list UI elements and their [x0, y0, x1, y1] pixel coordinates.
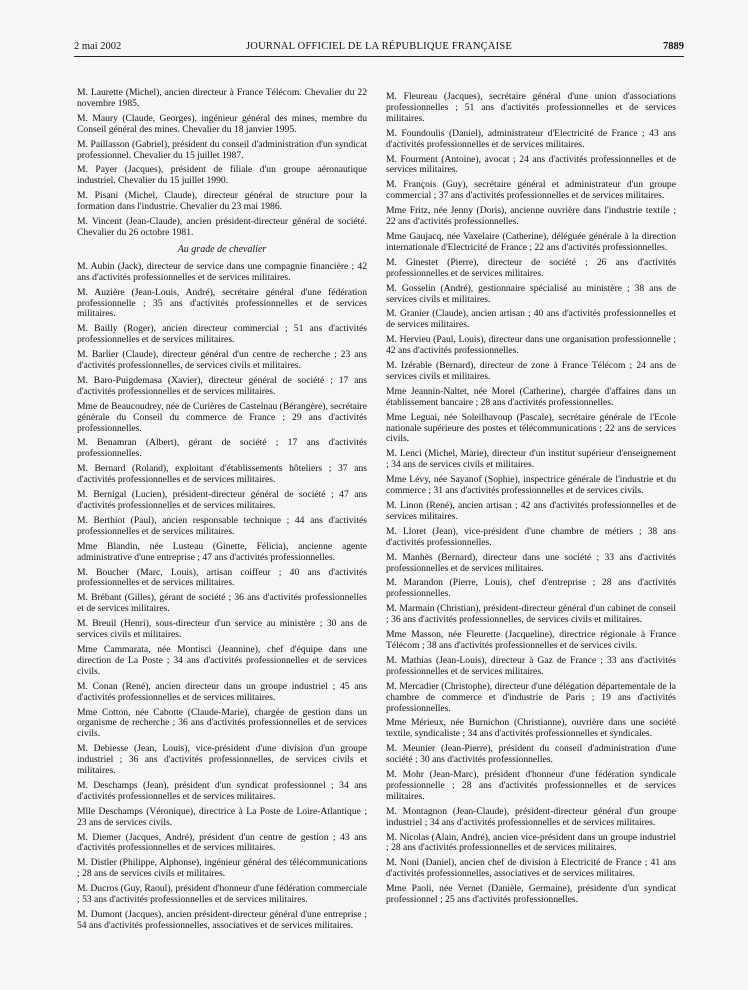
left-entries	[77, 262, 367, 932]
entry-paragraph: M. Bernigal (Lucien), président-directeur général de société ; 47 ans d'activités professionnelles et de services militaires.	[77, 489, 367, 511]
entry-paragraph: M. Marmain (Christian), président-directeur général d'un cabinet de conseil ; 36 ans d'activités professionnelles, de services civils et militaires.	[386, 603, 676, 626]
entry-paragraph: M. Auzière (Jean-Louis, André), secrétaire général d'une fédération professionnelle ; 35 ans d'activités professionnelles et de services militaires.	[77, 286, 367, 320]
subheading-chevalier: Au grade de chevalier	[177, 243, 267, 255]
entry-paragraph: M. Mercadier (Christophe), directeur d'une délégation départementale de la chambre de commerce et d'industrie de Paris ; 19 ans d'activités professionnelles.	[386, 680, 676, 714]
entry-paragraph: Mme Mérieux, née Burnichon (Christianne), ouvrière dans une société textile, syndicaliste ; 34 ans d'activités professionnelles et syndicales.	[386, 717, 676, 740]
left-column	[77, 88, 367, 936]
entry-paragraph: M. Debiesse (Jean, Louis), vice-président d'une division d'un groupe industriel ; 36 ans d'activités professionnelles, de services civils et militaires.	[77, 743, 367, 777]
entry-paragraph: Mme Cotton, née Cabotte (Claude-Marie), chargée de gestion dans un organisme de recherche ; 36 ans d'activités professionnelles et de services civils.	[77, 706, 367, 740]
entry-paragraph: M. Paillasson (Gabriel), président du conseil d'administration d'un syndicat professionnel. Chevalier du 15 juillet 1987.	[77, 138, 367, 161]
entry-paragraph: M. Nicolas (Alain, André), ancien vice-président dans un groupe industriel ; 28 ans d'activités professionnelles et de services militaires.	[386, 831, 676, 854]
entry-paragraph: M. Barlier (Claude), directeur général d'un centre de recherche ; 23 ans d'activités professionnelles, de services civils et militaires.	[77, 349, 367, 372]
entry-paragraph: M. Mathias (Jean-Louis), directeur à Gaz de France ; 33 ans d'activités professionnelles et de services militaires.	[386, 654, 676, 677]
entry-paragraph: M. Montagnon (Jean-Claude), président-directeur général d'un groupe industriel ; 34 ans d'activités professionnelles et de services militaires.	[386, 805, 676, 828]
entry-paragraph: Mme Paoli, née Vernet (Danièle, Germaine), présidente d'un syndicat professionnel ; 25 ans d'activités professionnelles.	[386, 883, 676, 906]
header-title: JOURNAL OFFICIEL DE LA RÉPUBLIQUE FRANÇAISE	[246, 41, 512, 52]
entry-paragraph: M. Berthiot (Paul), ancien responsable technique ; 44 ans d'activités professionnelles et de services militaires.	[77, 514, 367, 537]
entry-paragraph: M. Diemer (Jacques, André), président d'un centre de gestion ; 43 ans d'activités professionnelles et de services militaires.	[77, 831, 367, 854]
entry-paragraph: M. Mohr (Jean-Marc), président d'honneur d'une fédération syndicale professionnelle ; 28 ans d'activités professionnelles et de services militaires.	[386, 769, 676, 802]
entry-paragraph: M. Foundoulis (Daniel), administrateur d'Electricité de France ; 43 ans d'activités professionnelles et de services militaires.	[386, 127, 676, 150]
entry-paragraph: M. Gosselin (André), gestionnaire spécialisé au ministère ; 38 ans de services civils et militaires.	[386, 282, 676, 305]
entry-paragraph: M. Maury (Claude, Georges), ingénieur général des mines, membre du Conseil général des mines. Chevalier du 18 janvier 1995.	[77, 112, 367, 135]
entry-paragraph: M. Meunier (Jean-Pierre), président du conseil d'administration d'une société ; 30 ans d'activités professionnelles.	[386, 743, 676, 766]
entry-paragraph: M. Brébant (Gilles), gérant de société ; 36 ans d'activités professionnelles et de services militaires.	[77, 592, 367, 615]
right-column	[386, 92, 676, 910]
entry-paragraph: M. Aubin (Jack), directeur de service dans une compagnie financière ; 42 ans d'activités professionnelles et de services militaires.	[77, 260, 367, 283]
header-date: 2 mai 2002	[74, 41, 122, 52]
entry-paragraph: Mme Fritz, née Jenny (Doris), ancienne ouvrière dans l'industrie textile ; 22 ans d'activités professionnelles.	[386, 205, 676, 228]
entry-paragraph: M. Granier (Claude), ancien artisan ; 40 ans d'activités professionnelles et de services militaires.	[386, 308, 676, 331]
entry-paragraph: M. Manhès (Bernard), directeur dans une société ; 33 ans d'activités professionnelles et de services militaires.	[386, 551, 676, 574]
entry-paragraph: M. Breuil (Henri), sous-directeur d'un service au ministère ; 30 ans de services civils et militaires.	[77, 618, 367, 641]
entry-paragraph: M. Lenci (Michel, Marie), directeur d'un institut supérieur d'enseignement ; 34 ans de services civils et militaires.	[386, 448, 676, 471]
entry-paragraph: M. Bernard (Roland), exploitant d'établissements hôteliers ; 37 ans d'activités professionnelles et de services militaires.	[77, 463, 367, 486]
entry-paragraph: M. Lloret (Jean), vice-président d'une chambre de métiers ; 38 ans d'activités professionnelles.	[386, 525, 676, 548]
entry-paragraph: M. Boucher (Marc, Louis), artisan coiffeur ; 40 ans d'activités professionnelles et de services militaires.	[77, 566, 367, 589]
left-entries-top	[77, 88, 367, 239]
entry-paragraph: Mme Blandin, née Lusteau (Ginette, Félicia), ancienne agente administrative d'une entreprise ; 47 ans d'activités professionnelles.	[77, 540, 367, 563]
page-number: 7889	[663, 41, 684, 52]
entry-paragraph: M. Pisani (Michel, Claude), directeur général de structure pour la formation dans l'industrie. Chevalier du 23 mai 1986.	[77, 190, 367, 213]
entry-paragraph: M. Bailly (Roger), ancien directeur commercial ; 51 ans d'activités professionnelles et de services militaires.	[77, 323, 367, 346]
entry-paragraph: M. Fleureau (Jacques), secrétaire général d'une union d'associations professionnelles ; 51 ans d'activités professionnelles et de services militaires.	[386, 91, 676, 124]
entry-paragraph: M. Payer (Jacques), président de filiale d'un groupe aéronautique industriel. Chevalier du 15 juillet 1990.	[77, 164, 367, 187]
entry-paragraph: M. Noni (Daniel), ancien chef de division à Electricité de France ; 41 ans d'activités professionnelles, associatives et de services militaires.	[386, 857, 676, 880]
entry-paragraph: Mme Gaujacq, née Vaxelaire (Catherine), déléguée générale à la direction internationale d'Electricité de France ; 22 ans d'activités professionnelles.	[386, 230, 676, 253]
entry-paragraph: M. Fourment (Antoine), avocat ; 24 ans d'activités professionnelles et de services militaires.	[386, 153, 676, 176]
header-rule	[74, 56, 684, 57]
entry-paragraph: M. Ducros (Guy, Raoul), président d'honneur d'une fédération commerciale ; 53 ans d'activités professionnelles et de services militaires.	[77, 883, 367, 906]
entry-paragraph: Mme Lévy, née Sayanof (Sophie), inspectrice générale de l'industrie et du commerce ; 31 ans d'activités professionnelles et de services civils.	[386, 474, 676, 497]
right-entries	[386, 92, 676, 906]
entry-paragraph: M. François (Guy), secrétaire général et administrateur d'un groupe commercial ; 37 ans d'activités professionnelles et de services militaires.	[386, 179, 676, 202]
entry-paragraph: M. Linon (René), ancien artisan ; 42 ans d'activités professionnelles et de services militaires.	[386, 500, 676, 522]
entry-paragraph: M. Ginestet (Pierre), directeur de société ; 26 ans d'activités professionnelles et de services militaires.	[386, 256, 676, 279]
entry-paragraph: M. Deschamps (Jean), président d'un syndicat professionnel ; 34 ans d'activités professionnelles et de services militaires.	[77, 779, 367, 802]
entry-paragraph: M. Hervieu (Paul, Louis), directeur dans une organisation professionnelle ; 42 ans d'activités professionnelles.	[386, 334, 676, 357]
entry-paragraph: M. Conan (René), ancien directeur dans un groupe industriel ; 45 ans d'activités professionnelles et de services militaires.	[77, 680, 367, 703]
entry-paragraph: M. Dumont (Jacques), ancien président-directeur général d'une entreprise ; 54 ans d'activités professionnelles, associatives et de services militaires.	[77, 909, 367, 931]
entry-paragraph: Mme Masson, née Fleurette (Jacqueline), directrice régionale à France Télécom ; 38 ans d'activités professionnelles et de services civils.	[386, 629, 676, 651]
entry-paragraph: M. Baro-Puigdemasa (Xavier), directeur général de société ; 17 ans d'activités professionnelles et de services militaires.	[77, 374, 367, 397]
entry-paragraph: M. Distler (Philippe, Alphonse), ingénieur général des télécommunications ; 28 ans de services civils et militaires.	[77, 857, 367, 880]
entry-paragraph: Mme Jeannin-Naltet, née Morel (Catherine), chargée d'affaires dans un établissement bancaire ; 28 ans d'activités professionnelles.	[386, 385, 676, 408]
entry-paragraph: Mlle Deschamps (Véronique), directrice à La Poste de Loire-Atlantique ; 23 ans de services civils.	[77, 805, 367, 828]
entry-paragraph: M. Laurette (Michel), ancien directeur à France Télécom. Chevalier du 22 novembre 1985.	[77, 87, 367, 109]
entry-paragraph: M. Vincent (Jean-Claude), ancien président-directeur général de société. Chevalier du 26 octobre 1981.	[77, 216, 367, 238]
entry-paragraph: M. Benamran (Albert), gérant de société ; 17 ans d'activités professionnelles.	[77, 437, 367, 460]
entry-paragraph: M. Marandon (Pierre, Louis), chef d'entreprise ; 28 ans d'activités professionnelles.	[386, 577, 676, 600]
entry-paragraph: Mme de Beaucoudrey, née de Curières de Castelnau (Bérangère), secrétaire générale du Conseil du commerce de France ; 29 ans d'activités professionnelles.	[77, 400, 367, 434]
page-header	[74, 40, 684, 54]
entry-paragraph: Mme Leguai, née Soleilhavoup (Pascale), secrétaire générale de l'Ecole nationale supérieure des postes et télécommunications ; 22 ans de services civils.	[386, 411, 676, 445]
entry-paragraph: Mme Cammarata, née Montisci (Jeannine), chef d'équipe dans une direction de La Poste ; 34 ans d'activités professionnelles et de services civils.	[77, 643, 367, 677]
entry-paragraph: M. Izérable (Bernard), directeur de zone à France Télécom ; 24 ans de services civils et militaires.	[386, 360, 676, 382]
